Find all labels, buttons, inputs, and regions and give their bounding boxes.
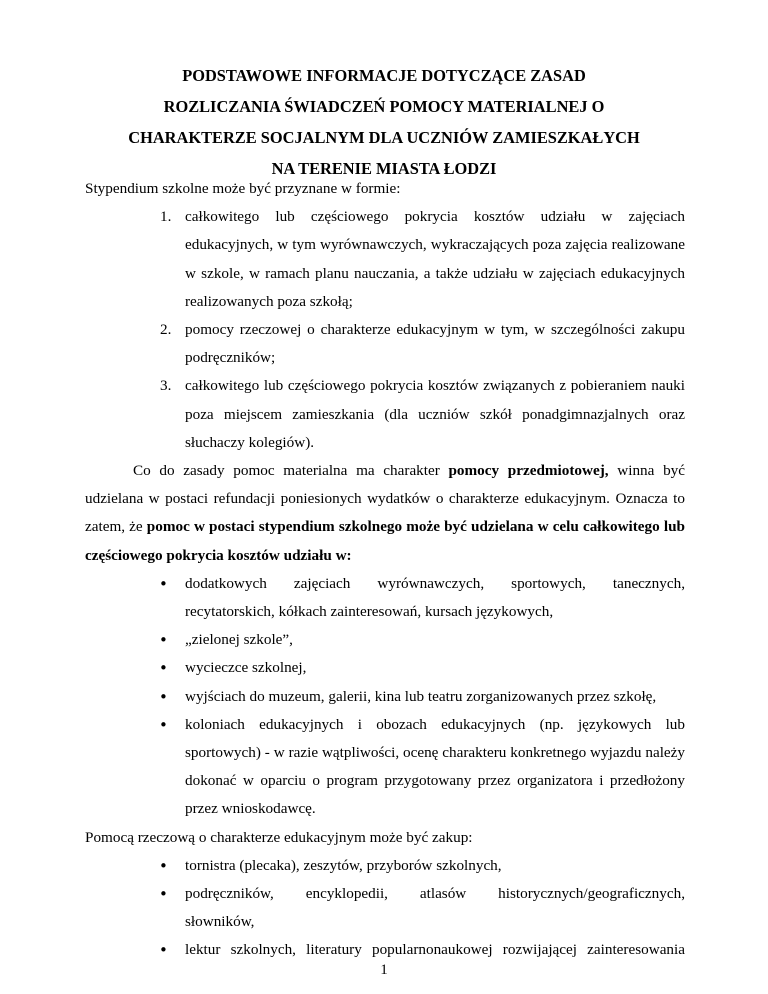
list-item [185,852,685,880]
principle-text-1: Co do zasady pomoc materialna ma charakter [133,462,449,480]
principle-text-2: winna być udzielana w postaci refundacji poniesionych wydatków o charakterze edukacyjnym. Oznacza to zatem, że [85,462,686,536]
document-body [85,175,685,965]
list-item-text: • podręczników, encyklopedii, atlasów historycznych/geograficznych, [185,885,685,903]
list-item-text-continued: recytatorskich, kółkach zainteresowań, kursach językowych, [185,603,554,621]
title-line-1: PODSTAWOWE INFORMACJE DOTYCZĄCE ZASAD [182,66,586,85]
intro-paragraph: Stypendium szkolne może być przyznane w formie: [85,180,401,197]
list-item [185,626,685,654]
list-item-text-continued: słowników, [185,913,255,931]
list-number: 3. [160,377,172,395]
list-item-text: całkowitego lub częściowego pokrycia kosztów związanych z pobieraniem nauki poza miejscem zamieszkania (dla uczniów szkół ponadgimnazjalnych oraz słuchaczy kolegiów). [185,377,685,451]
principle-bold-1: pomocy przedmiotowej, [448,462,609,480]
list-number: 2. [160,321,172,339]
list-item [185,880,685,936]
list-item-text: wyjściach do muzeum, galerii, kina lub teatru zorganizowanych przez szkołę, [185,687,657,705]
list-item-text: wycieczce szkolnej, [185,659,307,677]
list-item-text: tornistra (plecaka), zeszytów, przyborów szkolnych, [185,856,502,874]
list-number: 1. [160,208,172,226]
list-item [185,683,685,711]
title-line-4: NA TERENIE MIASTA ŁODZI [271,159,497,178]
list-item [185,936,685,964]
scholarship-forms-list [85,203,685,457]
list-item-text: • lektur szkolnych, literatury popularnonaukowej rozwijającej zainteresowania [185,941,685,959]
page-number: 1 [380,962,388,978]
material-intro-paragraph: Pomocą rzeczową o charakterze edukacyjnym może być zakup: [85,828,473,846]
list-item-text: pomocy rzeczowej o charakterze edukacyjnym w tym, w szczególności zakupu podręczników; [185,321,685,367]
list-item [160,372,685,457]
document-title [60,60,708,184]
list-item-text: • dodatkowych zajęciach wyrównawczych, sportowych, tanecznych, [185,574,685,592]
principle-bold-2: pomoc w postaci stypendium szkolnego może być udzielana w celu całkowitego lub częściowego pokrycia kosztów udziału w: [85,518,685,564]
list-item [185,711,685,824]
title-line-3: CHARAKTERZE SOCJALNYM DLA UCZNIÓW ZAMIESZKAŁYCH [128,128,640,147]
list-item-text: koloniach edukacyjnych i obozach edukacyjnych (np. językowych lub sportowych) - w razie wątpliwości, ocenę charakteru konkretnego wyjazdu należy dokonać w oparciu o program przygotowany przez organizatora i przedłożony przez wnioskodawcę. [185,715,685,818]
title-line-2: ROZLICZANIA ŚWIADCZEŃ POMOCY MATERIALNEJ O [163,97,605,116]
activities-list [85,570,685,824]
list-item-text: „zielonej szkole”, [185,631,293,649]
list-item-text: całkowitego lub częściowego pokrycia kosztów udziału w zajęciach edukacyjnych, w tym wyrównawczych, wykraczających poza zajęcia realizowane w szkole, w ramach planu nauczania, a także udziału w zajęciach edukacyjnych realizowanych poza szkołą; [185,208,685,310]
list-item [185,654,685,682]
list-item [160,316,685,372]
materials-list [85,852,685,965]
list-item [160,203,685,316]
list-item [185,570,685,626]
principle-paragraph [85,457,685,570]
